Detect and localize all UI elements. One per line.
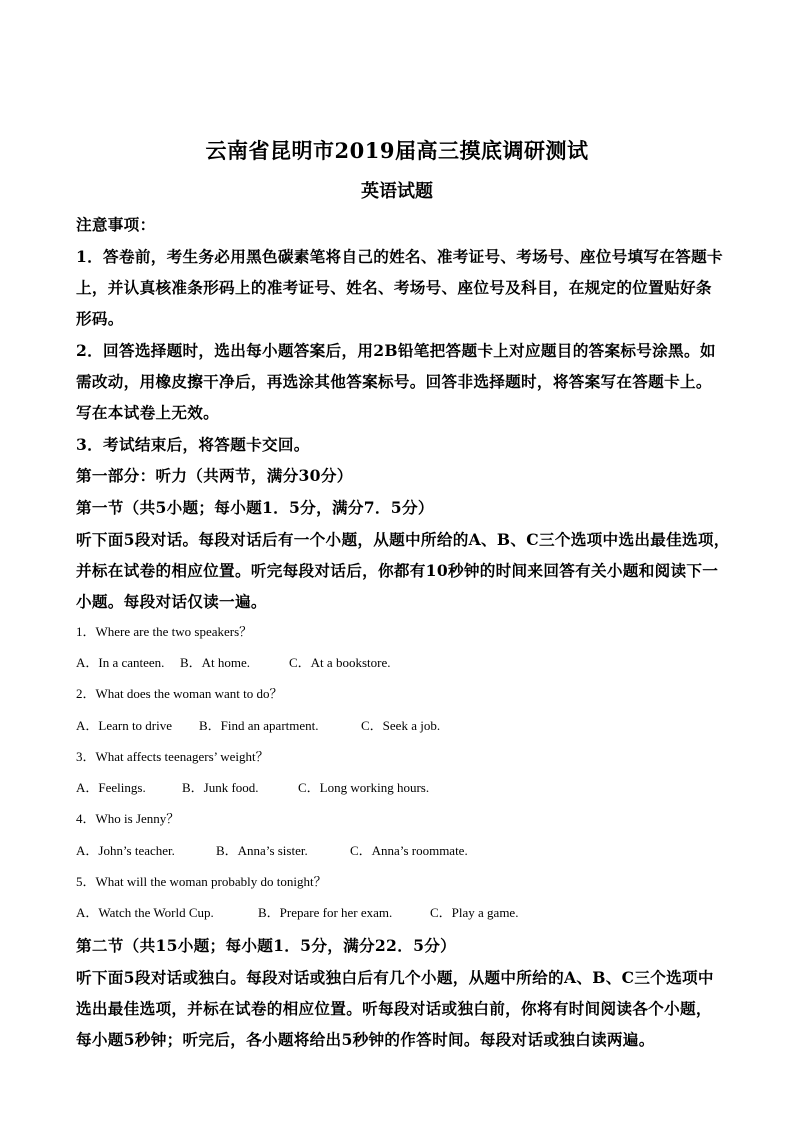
question-stem: 1．Where are the two speakers？ bbox=[76, 624, 253, 639]
option-a[interactable]: A．Learn to drive bbox=[76, 718, 173, 733]
option-a[interactable]: A．Watch the World Cup. bbox=[76, 905, 214, 920]
question-options bbox=[76, 779, 429, 797]
part1-heading: 第一部分：听力（共两节，满分30分） bbox=[76, 466, 353, 485]
page-subtitle: 英语试题 bbox=[361, 181, 433, 202]
notice-line: 需改动，用橡皮擦干净后，再选涂其他答案标号。回答非选择题时，将答案写在答题卡上。 bbox=[76, 372, 712, 391]
section2-instruction: 每小题5秒钟；听完后，各小题将给出5秒钟的作答时间。每段对话或独白读两遍。 bbox=[76, 1030, 655, 1049]
option-a[interactable]: A．In a canteen. bbox=[76, 655, 165, 670]
page-title: 云南省昆明市2019届高三摸底调研测试 bbox=[205, 138, 589, 163]
option-c[interactable]: C．Play a game. bbox=[430, 905, 519, 920]
section1-instruction: 听下面5段对话。每段对话后有一个小题，从题中所给的A、B、C三个选项中选出最佳选项， bbox=[76, 530, 730, 549]
notice-line: 3．考试结束后，将答题卡交回。 bbox=[76, 435, 310, 454]
option-b[interactable]: B．At home. bbox=[180, 655, 251, 670]
question-stem: 4．Who is Jenny？ bbox=[76, 811, 180, 826]
notice-heading: 注意事项： bbox=[76, 215, 156, 234]
question-options bbox=[76, 842, 468, 860]
option-b[interactable]: B．Junk food. bbox=[182, 780, 259, 795]
notice-line: 上，并认真核准条形码上的准考证号、姓名、考场号、座位号及科目，在规定的位置贴好条 bbox=[76, 278, 712, 297]
section1-instruction: 并标在试卷的相应位置。听完每段对话后，你都有10秒钟的时间来回答有关小题和阅读下一 bbox=[76, 561, 719, 580]
option-b[interactable]: B．Anna’s sister. bbox=[216, 843, 308, 858]
option-a[interactable]: A．Feelings. bbox=[76, 780, 146, 795]
option-c[interactable]: C．Long working hours. bbox=[298, 780, 430, 795]
notice-line: 2．回答选择题时，选出每小题答案后，用2B铅笔把答题卡上对应题目的答案标号涂黑。如 bbox=[76, 341, 716, 360]
question-stem: 3．What affects teenagers’ weight？ bbox=[76, 749, 269, 764]
option-c[interactable]: C．Anna’s roommate. bbox=[350, 843, 468, 858]
section2-instruction: 选出最佳选项，并标在试卷的相应位置。听每段对话或独白前，你将有时间阅读各个小题， bbox=[76, 999, 712, 1018]
section2-heading: 第二节（共15小题；每小题1．5分，满分22．5分） bbox=[76, 936, 457, 955]
section1-instruction: 小题。每段对话仅读一遍。 bbox=[76, 592, 267, 611]
option-b[interactable]: B．Find an apartment. bbox=[199, 718, 319, 733]
option-a[interactable]: A．John’s teacher. bbox=[76, 843, 175, 858]
section2-instruction: 听下面5段对话或独白。每段对话或独白后有几个小题，从题中所给的A、B、C三个选项中 bbox=[76, 968, 714, 987]
question-stem: 2．What does the woman want to do？ bbox=[76, 686, 283, 701]
notice-line: 1．答卷前，考生务必用黑色碳素笔将自己的姓名、准考证号、考场号、座位号填写在答题卡 bbox=[76, 247, 723, 266]
question-options bbox=[76, 717, 440, 735]
option-c[interactable]: C．Seek a job. bbox=[361, 718, 441, 733]
notice-line: 形码。 bbox=[76, 309, 124, 328]
notice-line: 写在本试卷上无效。 bbox=[76, 403, 220, 422]
question-options bbox=[76, 904, 518, 922]
question-stem: 5．What will the woman probably do tonight？ bbox=[76, 874, 327, 889]
option-c[interactable]: C．At a bookstore. bbox=[289, 655, 391, 670]
option-b[interactable]: B．Prepare for her exam. bbox=[258, 905, 393, 920]
question-options bbox=[76, 654, 390, 672]
section1-heading: 第一节（共5小题；每小题1．5分，满分7．5分） bbox=[76, 498, 434, 517]
